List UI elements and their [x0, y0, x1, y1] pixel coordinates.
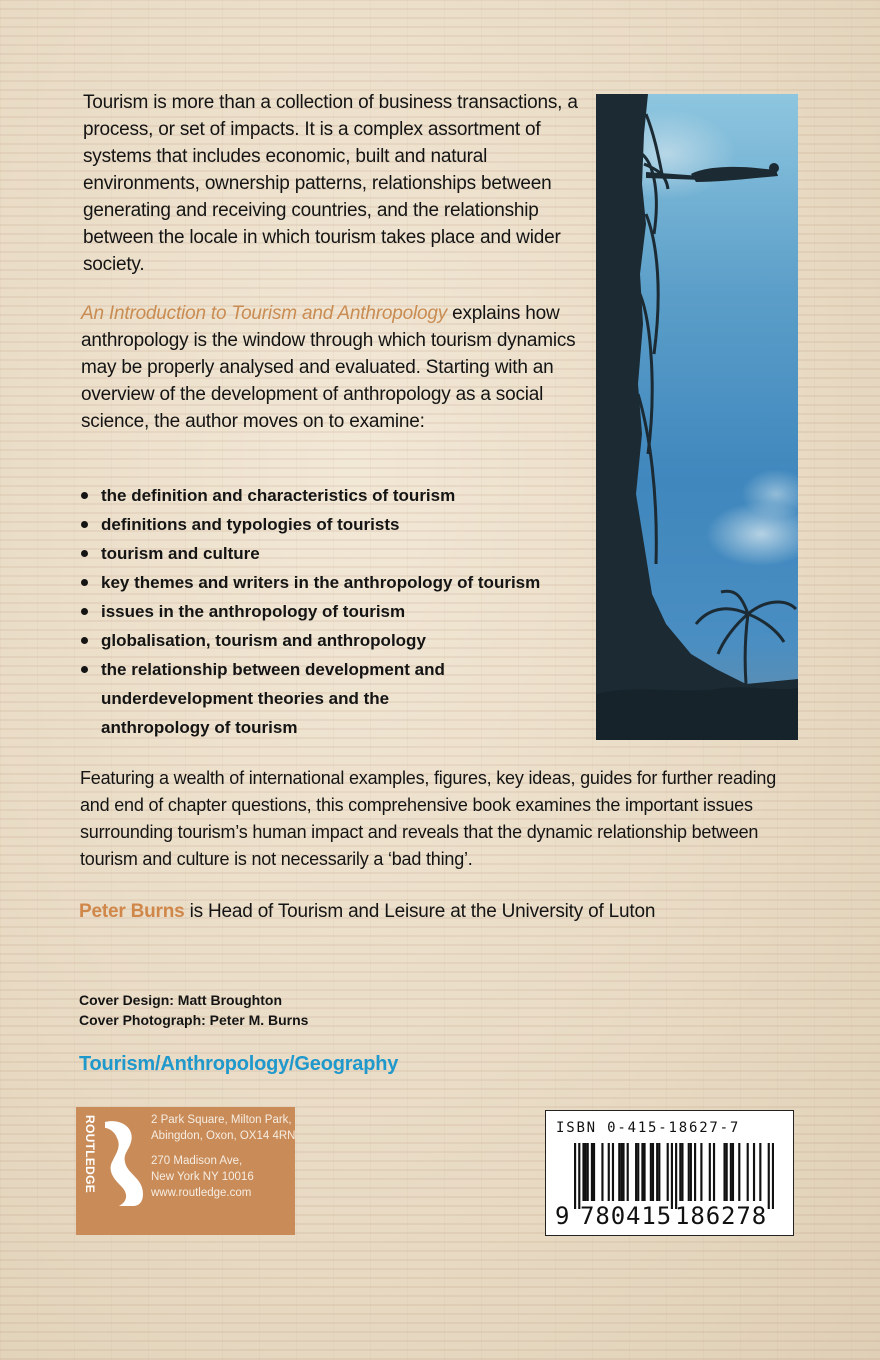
author-bio: is Head of Tourism and Leisure at the University of Luton — [184, 901, 656, 922]
barcode-bar — [612, 1143, 614, 1201]
bullet-icon — [81, 579, 88, 586]
author-name: Peter Burns — [79, 901, 185, 922]
barcode-bar — [635, 1143, 637, 1201]
barcode-bar — [738, 1143, 740, 1201]
publisher-address: 2 Park Square, Milton Park, Abingdon, Oxon, OX14 4RN 270 Madison Ave, New York NY 10016 www.routledge.com — [151, 1114, 296, 1199]
overview-text: explains how anthropology is the window through which tourism dynamics may be properly analysed and evaluated. Starting with an overview of the development of anthropology as a social science, the author moves on to examine: — [81, 303, 576, 432]
barcode-bar — [747, 1143, 749, 1201]
cover-credits — [79, 990, 308, 1030]
topic-item: globalisation, tourism and anthropology — [80, 626, 580, 655]
barcode-bar — [772, 1143, 774, 1209]
barcode-bar — [652, 1143, 654, 1201]
barcode-bar — [759, 1143, 761, 1201]
bullet-icon — [81, 608, 88, 615]
barcode-bar — [578, 1143, 580, 1209]
cover-photograph — [596, 94, 798, 740]
topic-item: tourism and culture — [80, 539, 580, 568]
ean-left-group: 780415 — [580, 1202, 673, 1230]
barcode-bar — [658, 1143, 660, 1201]
barcode-bar — [726, 1143, 728, 1201]
barcode-bar — [587, 1143, 589, 1201]
barcode-bar — [643, 1143, 645, 1201]
topic-item: issues in the anthropology of tourism — [80, 597, 580, 626]
subject-category: Tourism/Anthropology/Geography — [79, 1053, 399, 1075]
barcode-bar — [732, 1143, 734, 1201]
topic-item: definitions and typologies of tourists — [80, 510, 580, 539]
barcode-bar — [690, 1143, 692, 1201]
ean-right-group: 186278 — [675, 1202, 768, 1230]
barcode-bar — [700, 1143, 702, 1201]
barcode-bar — [574, 1143, 576, 1209]
barcode-bar — [713, 1143, 715, 1201]
barcode-bar — [591, 1143, 593, 1201]
book-title: An Introduction to Tourism and Anthropology — [81, 303, 448, 324]
barcode-bar — [627, 1143, 629, 1201]
barcode-bar — [618, 1143, 620, 1201]
cover-design-credit: Cover Design: Matt Broughton — [79, 992, 282, 1008]
topics-list — [80, 481, 580, 742]
intro-paragraph: Tourism is more than a collection of business transactions, a process, or set of impacts. It is a complex assortment of systems that includes economic, built and natural environments, ownership patterns, relationships between generating and receiving countries, and the relationship between the locale in which tourism takes place and wider society. — [83, 92, 578, 275]
barcode-bar — [601, 1143, 603, 1201]
publisher-block — [76, 1107, 295, 1235]
barcode-bar — [730, 1143, 732, 1201]
topic-item: the relationship between development and underdevelopment theories and the anthropology of tourism — [80, 655, 461, 742]
barcode-bar — [768, 1143, 770, 1209]
barcode-bar — [608, 1143, 610, 1201]
routledge-logo-icon — [99, 1118, 147, 1208]
svg-text:ROUTLEDGE: ROUTLEDGE — [83, 1115, 97, 1194]
barcode-bar — [709, 1143, 711, 1201]
bullet-icon — [81, 637, 88, 644]
bullet-icon — [81, 550, 88, 557]
barcode-bar — [622, 1143, 624, 1201]
barcode-bar — [694, 1143, 696, 1201]
barcode-bar — [723, 1143, 725, 1201]
overview-paragraph — [81, 300, 591, 435]
barcode-bar — [650, 1143, 652, 1201]
barcode-bar — [671, 1143, 673, 1209]
isbn-barcode-box — [545, 1110, 794, 1236]
barcode-bar — [679, 1143, 681, 1201]
features-paragraph: Featuring a wealth of international examples, figures, key ideas, guides for further reading and end of chapter questions, this comprehensive book examines the important issues surrounding tourism’s human impact and reveals that the dynamic relationship between tourism and culture is not necessarily a ‘bad thing’. — [80, 768, 777, 869]
isbn-label: ISBN 0-415-18627-7 — [556, 1120, 741, 1136]
bullet-icon — [81, 521, 88, 528]
barcode-bar — [582, 1143, 584, 1201]
barcode-bar — [681, 1143, 683, 1201]
barcode-bar — [656, 1143, 658, 1201]
topic-item: key themes and writers in the anthropology of tourism — [80, 568, 580, 597]
barcode-bar — [753, 1143, 755, 1201]
barcode-bar — [593, 1143, 595, 1201]
bullet-icon — [81, 492, 88, 499]
barcode-bar — [667, 1143, 669, 1201]
publisher-website: www.routledge.com — [151, 1187, 252, 1199]
author-paragraph — [79, 898, 799, 925]
barcode-bar — [620, 1143, 622, 1201]
barcode-bar — [641, 1143, 643, 1201]
ean-first-digit: 9 — [555, 1202, 570, 1230]
topic-item: the definition and characteristics of tourism — [80, 481, 580, 510]
barcode-bar — [688, 1143, 690, 1201]
bullet-icon — [81, 666, 88, 673]
barcode-bar — [585, 1143, 587, 1201]
cover-photo-credit: Cover Photograph: Peter M. Burns — [79, 1012, 309, 1028]
barcode-bar — [675, 1143, 677, 1209]
barcode-bar — [637, 1143, 639, 1201]
